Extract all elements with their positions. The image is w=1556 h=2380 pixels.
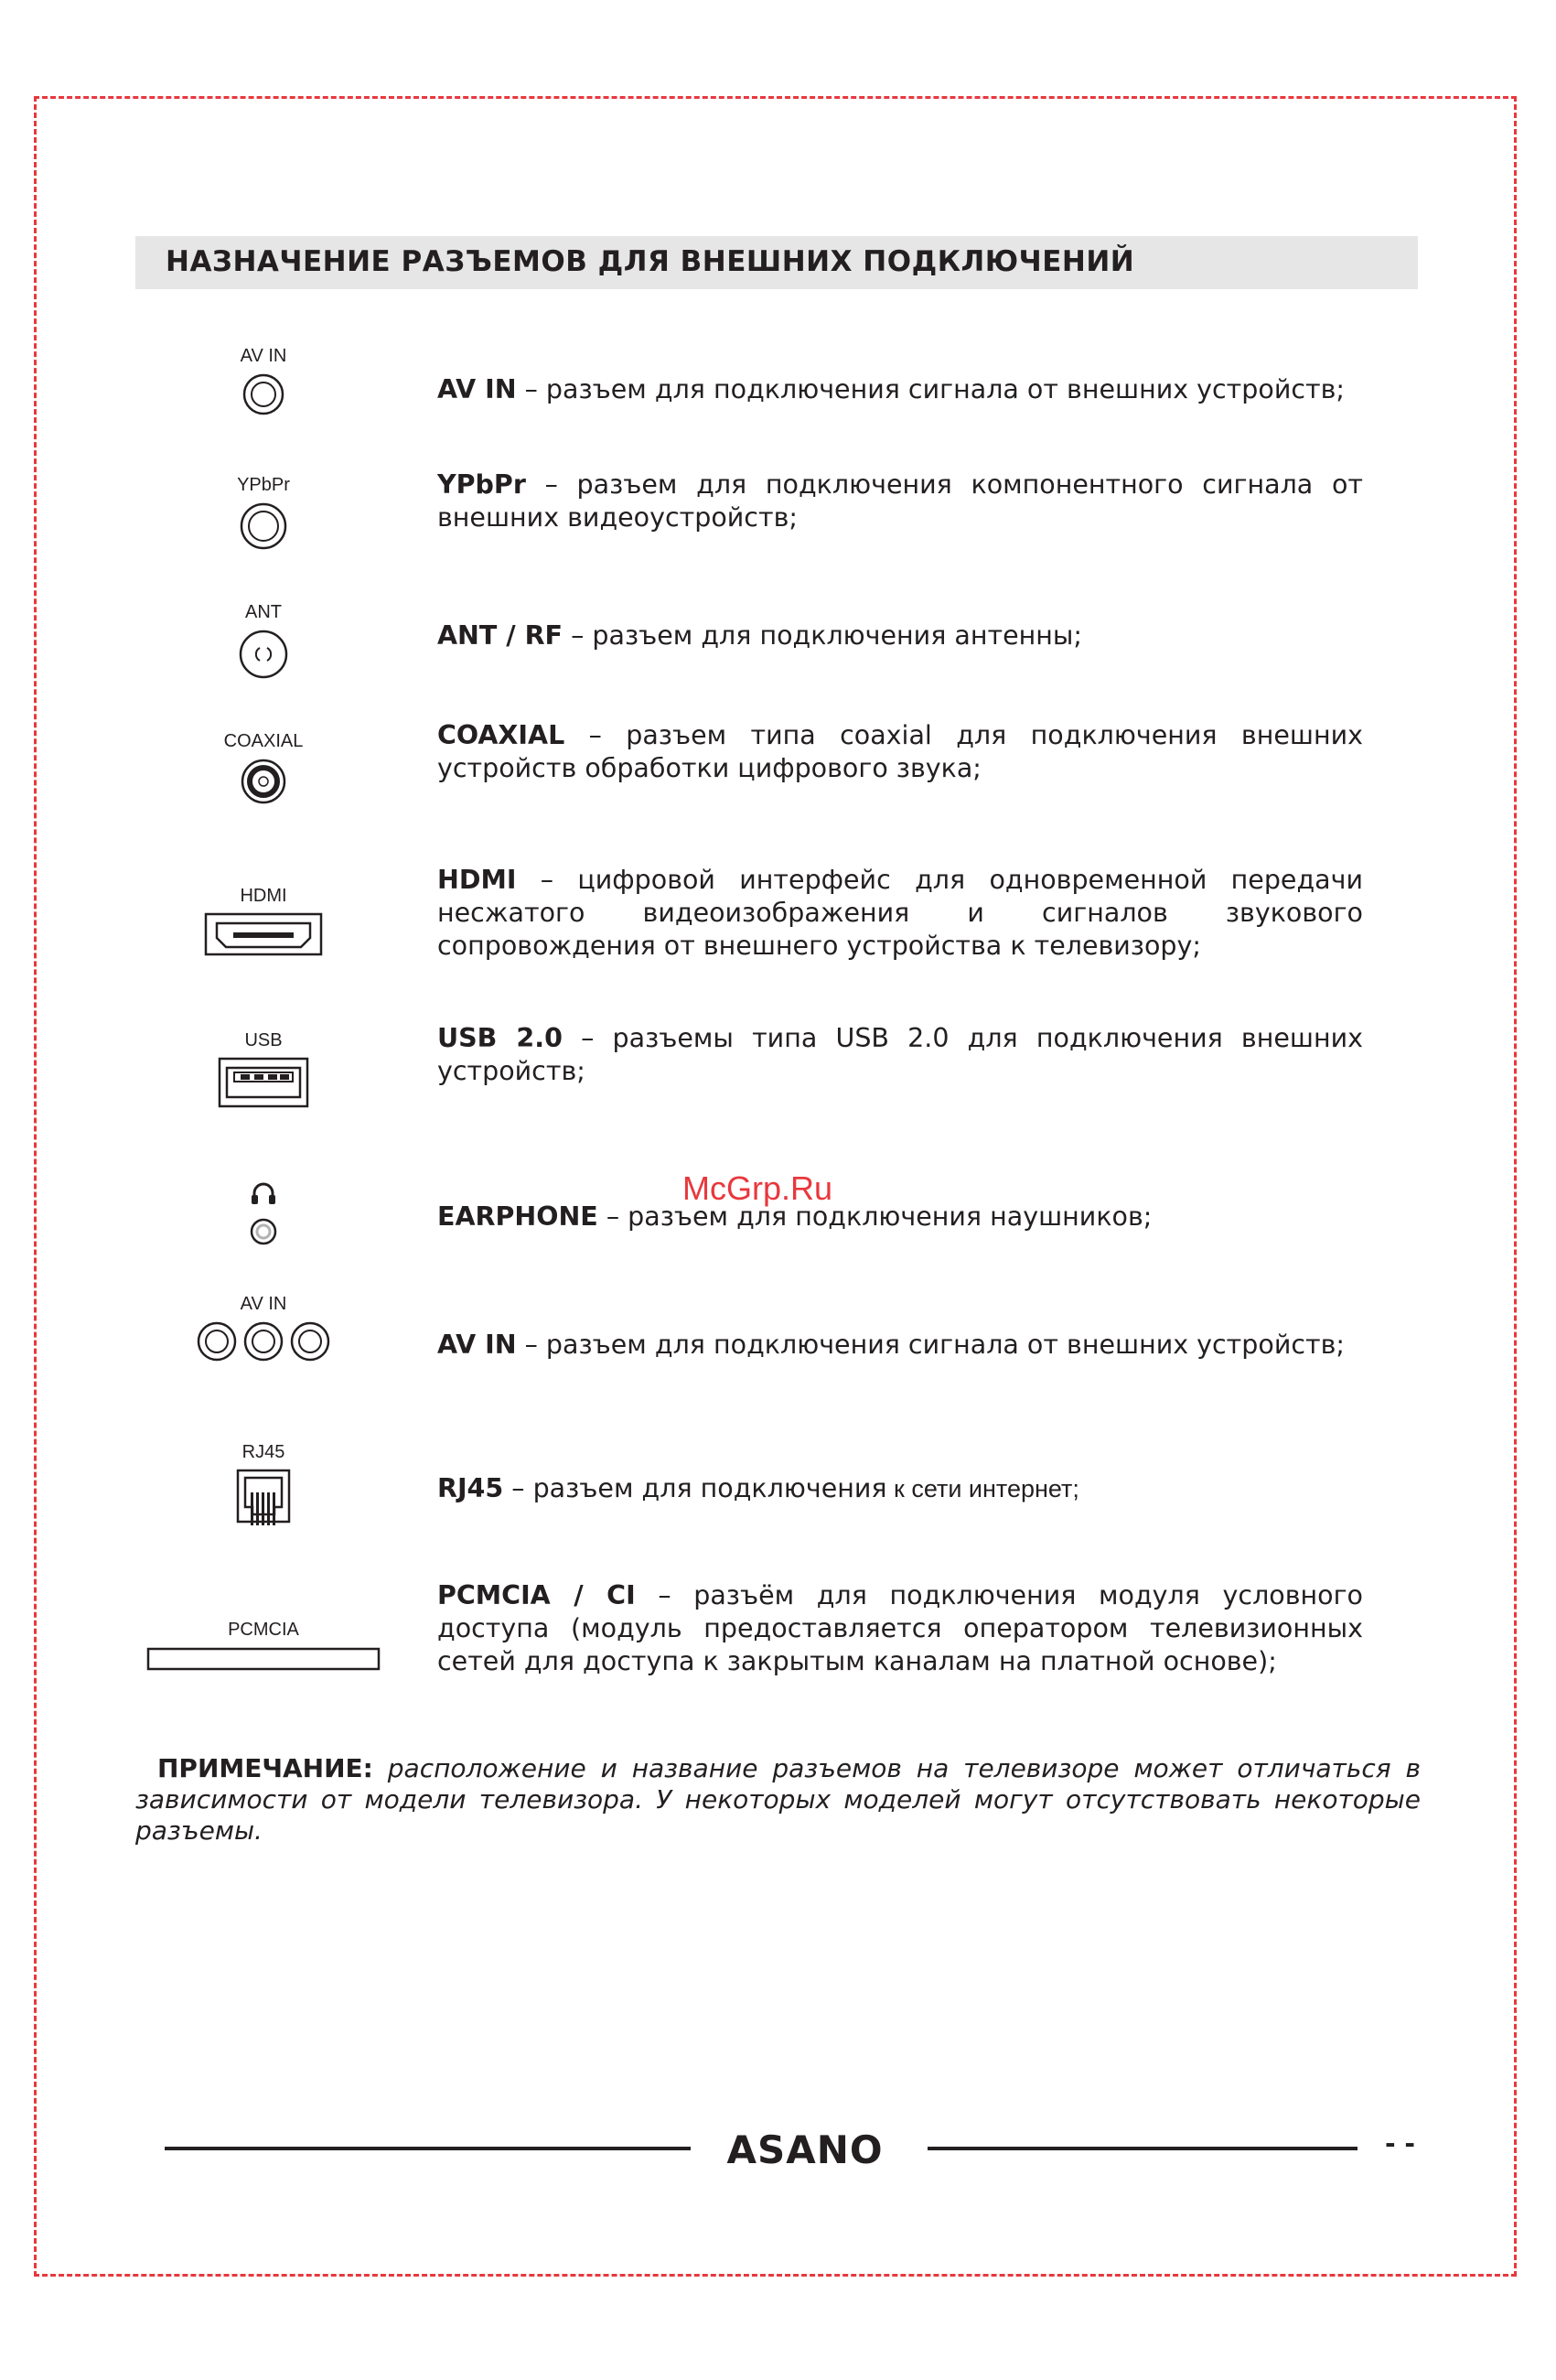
page-number: - - — [1385, 2128, 1415, 2159]
hdmi-port-icon — [204, 912, 323, 956]
ant-connector — [128, 602, 399, 680]
connector-label: PCMCIA — [228, 1620, 299, 1640]
section-title: НАЗНАЧЕНИЕ РАЗЪЕМОВ ДЛЯ ВНЕШНИХ ПОДКЛЮЧЕНИЙ — [166, 245, 1135, 278]
note-paragraph — [135, 1753, 1421, 1847]
usb-description: USB 2.0 – разъемы типа USB 2.0 для подключения внешних устройств; — [437, 1023, 1363, 1086]
rj45-description: RJ45 – разъем для подключения к сети интернет; — [437, 1473, 1079, 1503]
connector-label: USB — [244, 1030, 283, 1050]
hdmi-connector — [128, 886, 399, 956]
av-in-triple-connector — [128, 1294, 399, 1362]
connector-label: HDMI — [240, 886, 287, 906]
rj45-port-icon — [236, 1469, 291, 1527]
section-title-bar — [135, 236, 1418, 289]
brand-logo — [714, 2125, 896, 2172]
coaxial-description: COAXIAL – разъем типа coaxial для подключения внешних устройств обработки цифрового звука; — [437, 720, 1363, 783]
connector-label: YPbPr — [237, 475, 290, 495]
ant-description: ANT / RF – разъем для подключения антенны; — [437, 620, 1082, 651]
triple-rca-jack-icon — [195, 1320, 332, 1362]
av-in-connector — [128, 346, 399, 416]
connector-label: ANT — [245, 602, 282, 622]
earphone-description: EARPHONE – разъем для подключения наушников; — [437, 1201, 1153, 1232]
ypbpr-connector — [128, 475, 399, 551]
connector-label: AV IN — [240, 1294, 287, 1314]
svg-text:ASANO: ASANO — [726, 2127, 884, 2172]
ypbpr-description: YPbPr – разъем для подключения компонентного сигнала от внешних видеоустройств; — [437, 469, 1363, 533]
headphones-jack-icon — [245, 1179, 282, 1252]
connector-label: AV IN — [240, 346, 287, 366]
connector-label: RJ45 — [241, 1442, 285, 1462]
antenna-jack-icon — [238, 629, 289, 680]
note-label: ПРИМЕЧАНИЕ: — [157, 1753, 373, 1783]
earphone-connector — [128, 1173, 399, 1252]
footer-rule-left — [165, 2147, 691, 2150]
rj45-connector — [128, 1442, 399, 1527]
av-in-description: AV IN – разъем для подключения сигнала от внешних устройств; — [437, 374, 1346, 404]
note-text: расположение и название разъемов на телевизоре может отличаться в зависимости от модели телевизора. У некоторых моделей могут отсутствовать некоторые разъемы. — [135, 1753, 1421, 1846]
rca-jack-icon — [241, 372, 285, 416]
usb-port-icon — [218, 1057, 309, 1108]
usb-connector — [128, 1030, 399, 1108]
footer-rule-right — [928, 2147, 1357, 2150]
hdmi-description: HDMI – цифровой интерфейс для одновременной передачи несжатого видеоизображения и сигналов звукового сопровождения от внешнего устройства к телевизору; — [437, 865, 1363, 961]
coaxial-connector — [128, 731, 399, 805]
connector-label: COAXIAL — [223, 731, 304, 751]
pcmcia-slot-icon — [146, 1646, 381, 1674]
pcmcia-description: PCMCIA / CI – разъём для подключения модуля условного доступа (модуль предоставляется оператором телевизионных сетей для доступа к закрытым каналам на платной основе); — [437, 1580, 1363, 1676]
coaxial-jack-icon — [240, 758, 287, 805]
av-in-triple-description: AV IN – разъем для подключения сигнала от внешних устройств; — [437, 1330, 1346, 1360]
rca-jack-icon — [239, 501, 288, 551]
pcmcia-connector — [128, 1620, 399, 1674]
watermark: McGrp.Ru — [682, 1169, 833, 1207]
